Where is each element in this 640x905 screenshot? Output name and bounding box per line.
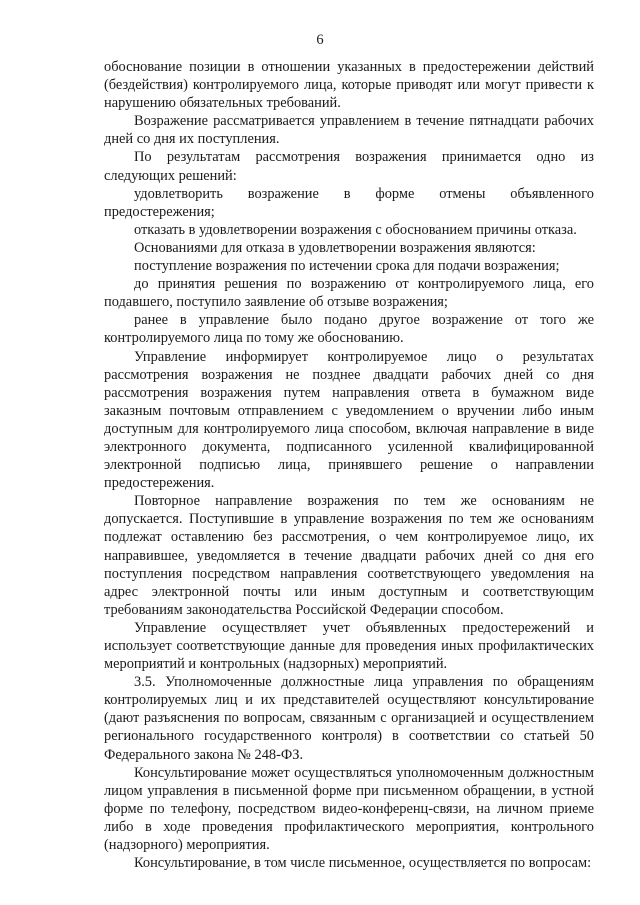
paragraph: Управление информирует контролируемое лицо о результатах рассмотрения возражения не позднее двадцати рабочих дней со дня рассмотрения возражения путем направления ответа в бумажном виде заказным почтовым отправлением с уведомлением о вручении либо иным доступным для контролируемого лица способом, включая направление в виде электронного документа, подписанного усиленной квалифицированной электронной подписью лица, принявшего решение о направлении предостережения. [104,348,594,492]
page-number: 6 [316,32,324,48]
paragraph: Консультирование может осуществляться уполномоченным должностным лицом управления в письменной форме при письменном обращении, в устной форме по телефону, посредством видео-конференц-связи, на личном приеме либо в ходе проведения профилактического мероприятия, контрольного (надзорного) мероприятия. [104,764,594,854]
paragraph: Консультирование, в том числе письменное, осуществляется по вопросам: [134,855,592,872]
paragraph: 3.5. Уполномоченные должностные лица управления по обращениям контролируемых лиц и их представителей осуществляют консультирование (дают разъяснения по вопросам, связанным с организацией и осуществлением регионального государственного контроля) в соответствии со статьей 50 Федерального закона № 248-ФЗ. [104,674,594,763]
paragraph: ранее в управление было подано другое возражение от того же контролируемого лица по тому же обоснованию. [104,312,594,347]
paragraph: поступление возражения по истечении срока для подачи возражения; [134,258,560,275]
paragraph: отказать в удовлетворении возражения с обоснованием причины отказа. [134,221,577,238]
paragraph: Основаниями для отказа в удовлетворении возражения являются: [134,239,536,256]
paragraph: Управление осуществляет учет объявленных предостережений и использует соответствующие данные для проведения иных профилактических мероприятий и контрольных (надзорных) мероприятий. [104,619,594,673]
paragraph: По результатам рассмотрения возражения принимается одно из следующих решений: [104,149,594,184]
paragraph: обоснование позиции в отношении указанных в предостережении действий (бездействия) контролируемого лица, которые приводят или могут привести к нарушению обязательных требований. [104,59,594,112]
paragraph: до принятия решения по возражению от контролируемого лица, его подавшего, поступило заявление об отзыве возражения; [104,276,594,311]
paragraph: Возражение рассматривается управлением в течение пятнадцати рабочих дней со дня их поступления. [104,113,594,148]
paragraph: удовлетворить возражение в форме отмены объявленного предостережения; [104,185,594,220]
paragraph: Повторное направление возражения по тем же основаниям не допускается. Поступившие в управление возражения по тем же основаниям подлежат оставлению без рассмотрения, о чем контролируемое лицо, их направившее, уведомляется в течение двадцати рабочих дней со дня его поступления посредством направления соответствующего уведомления на адрес электронной почты или иным доступным и соответствующим требованиям законодательства Российской Федерации способом. [104,493,594,618]
document-body [104,58,594,872]
